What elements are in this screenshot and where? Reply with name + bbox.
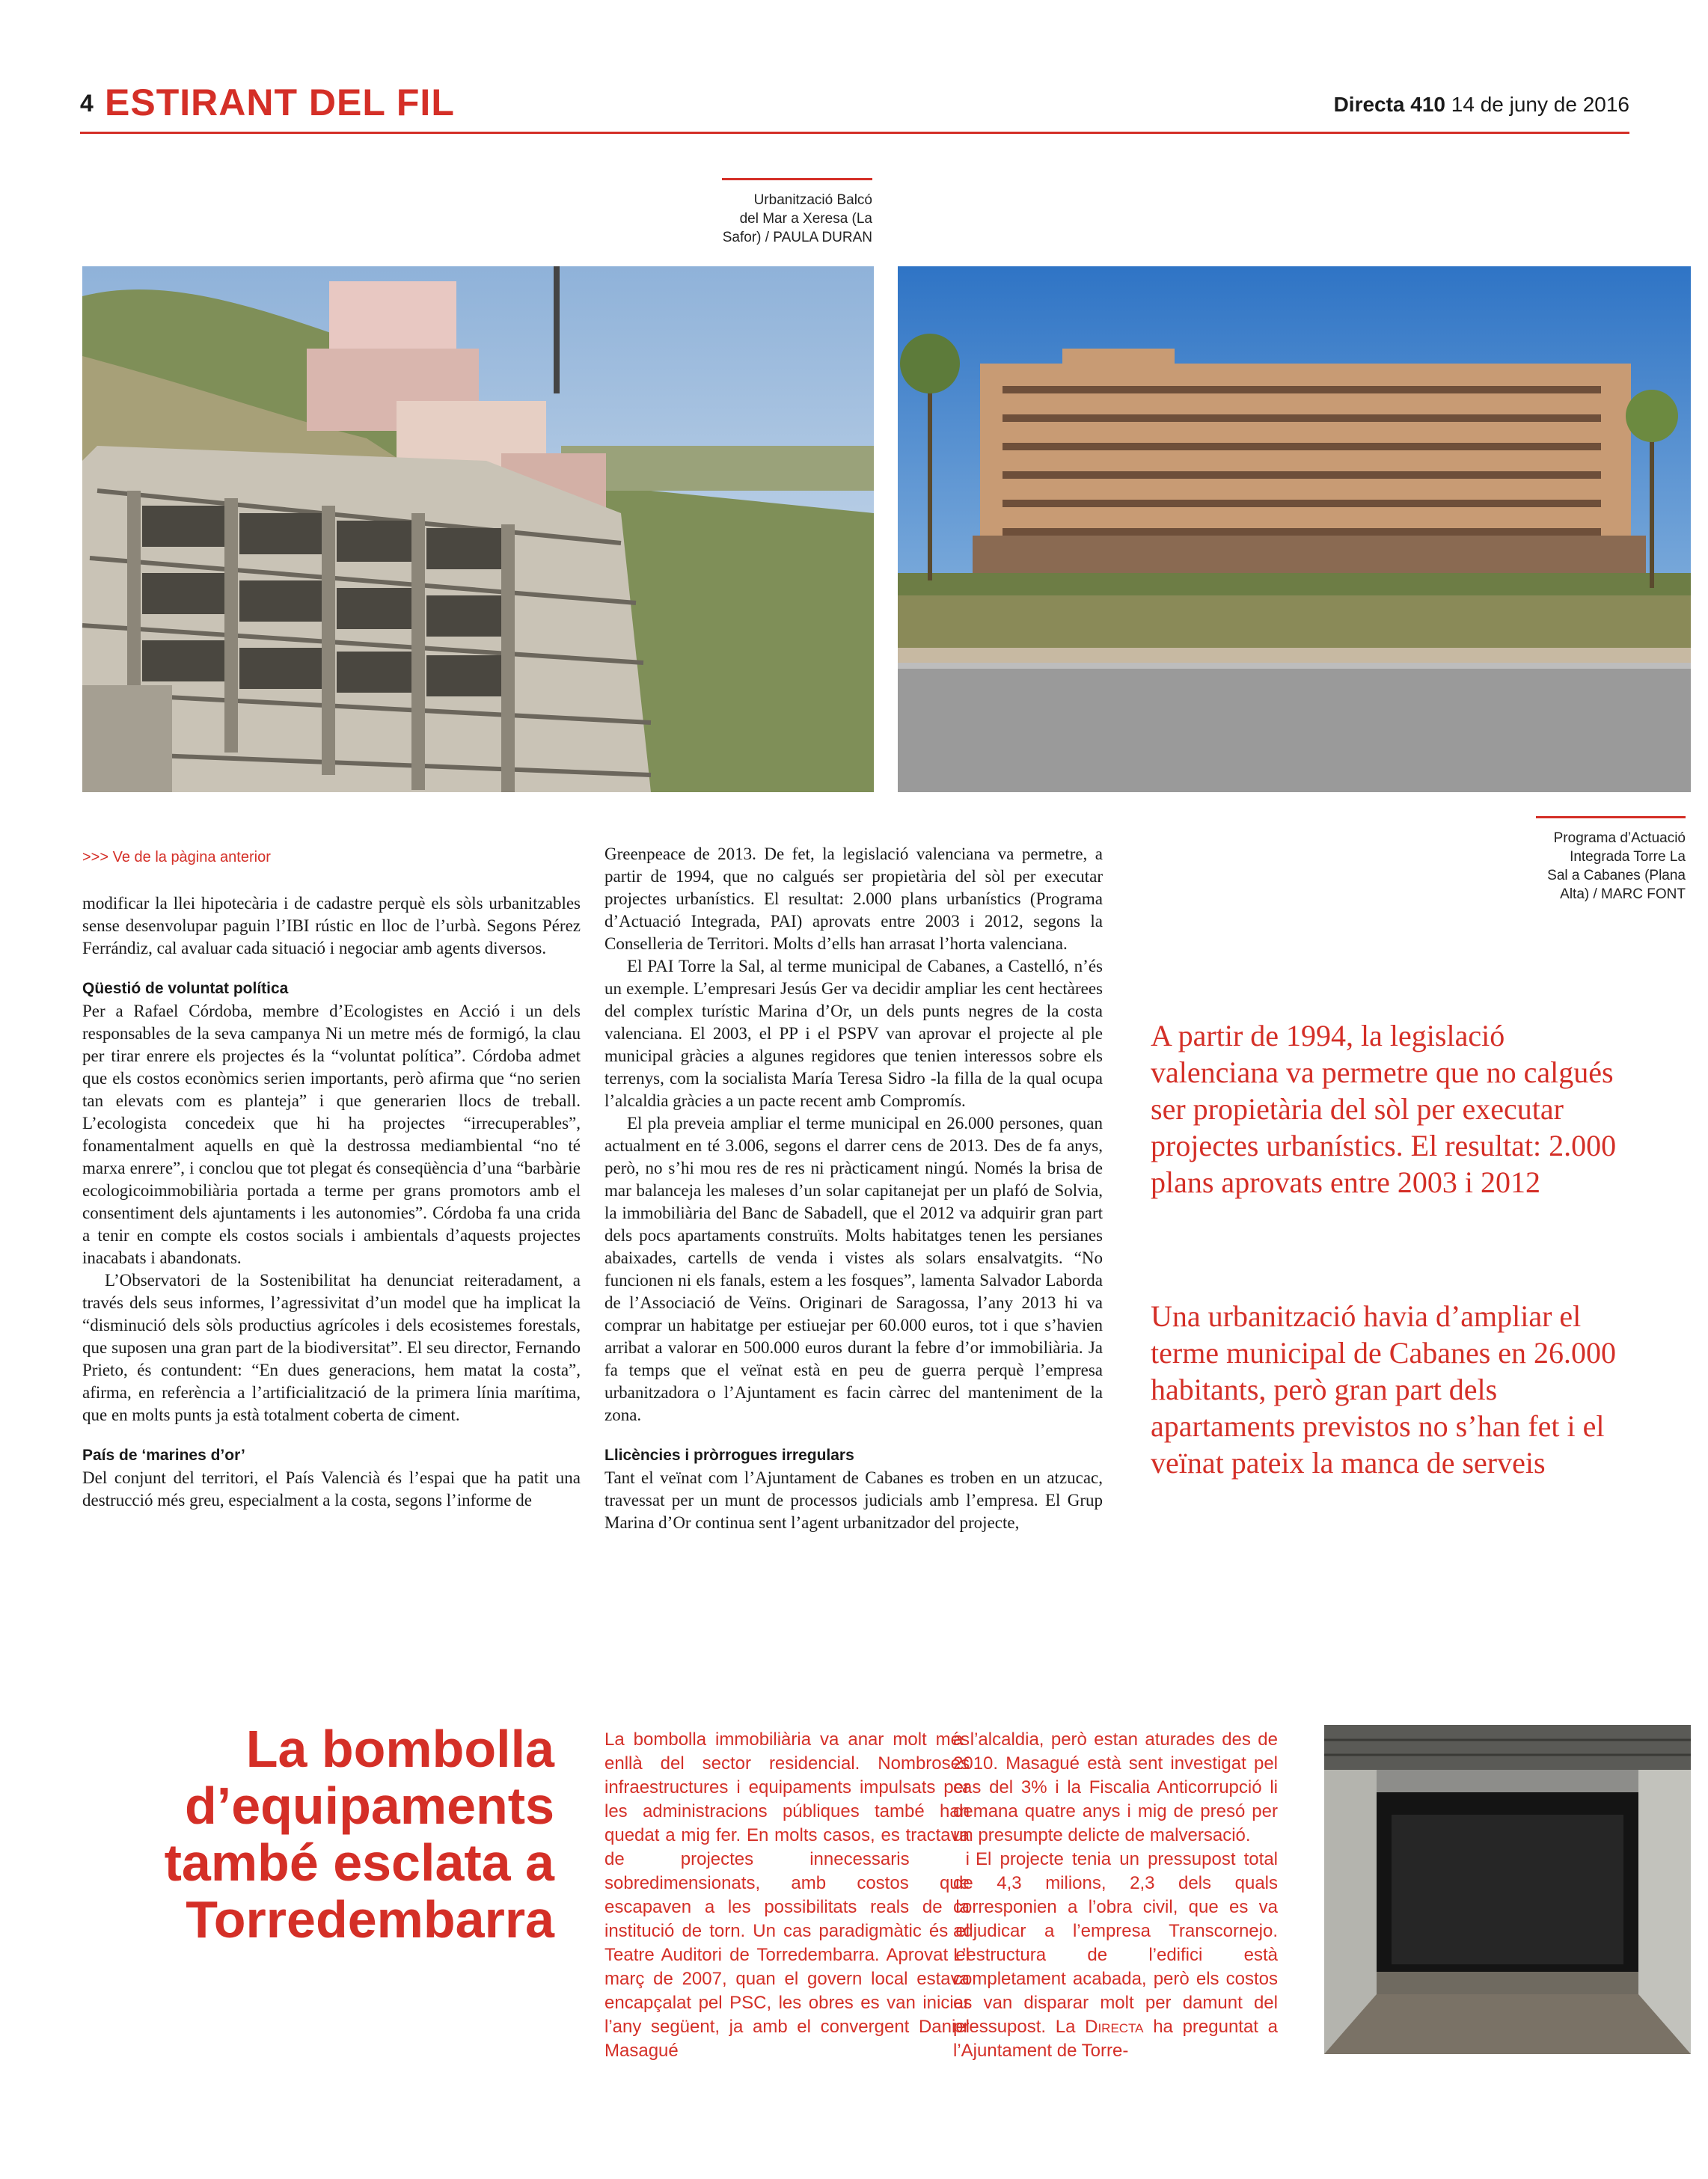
photo-caption-cabanes <box>1446 829 1686 904</box>
caption-line: Sal a Cabanes (Plana <box>1547 868 1686 883</box>
article-column-2 <box>604 843 1103 1534</box>
publication-name: Directa 410 <box>1333 93 1445 116</box>
paragraph: Greenpeace de 2013. De fet, la legislació valenciana va permetre, a partir de 1994, que no calgués ser propietària del sòl per executar projectes urbanístics. El resultat: 2.000 plans urbanístics (Programa d’Actuació Integrada, PAI) aprovats entre 2003 i 2012, segons la Conselleria de Territori. Molts d’ells han arrasat l’horta valenciana. <box>604 845 1103 953</box>
section-title: ESTIRANT DEL FIL <box>105 82 455 123</box>
caption-line: Safor) / PAULA DURAN <box>722 230 872 245</box>
paragraph: L’Observatori de la Sostenibilitat ha denunciat reiteradament, a través dels seus informes, l’agressivitat d’un model que ha implicat la “disminució dels sòls productius agrícoles i dels ecosistemes forestals, que suposen una gran part de la biodiversitat”. El seu director, Fernando Prieto, és contundent: “En dues generacions, hem matat la costa”, afirma, en referència a l’artificialització de la primera línia marítima, que en molts punts ja està totalment coberta de ciment. <box>82 1271 581 1424</box>
photo-cabanes <box>898 266 1691 792</box>
text-run: El projecte tenia un pressupost total de 4,3 milions, 2,3 dels quals corresponien a l’obra civil, que es va adjudicar a l’empresa Transcornejo. L’estructura de l’edifici està completament acabada, però els costos es van disparar molt per damunt del pressupost. La <box>953 1849 1278 2037</box>
photo-xeresa-illustration <box>82 266 874 792</box>
caption-line: Integrada Torre La <box>1570 849 1686 865</box>
text-run: ha preguntat a l’Ajuntament de Torre- <box>953 2017 1278 2061</box>
paragraph: a l’alcaldia, però estan aturades des de 2010. Masagué està sent investigat pel cas del 3% i la Fiscalia Anticorrupció li demana quatre anys i mig de presó per un presumpte delicte de malversació. <box>953 1729 1278 1845</box>
paragraph <box>953 1848 1278 2063</box>
caption-rule <box>722 178 872 180</box>
article-column-1 <box>82 892 581 1512</box>
publication-brand: Directa <box>1085 2017 1144 2037</box>
caption-line: Programa d’Actuació <box>1553 830 1686 846</box>
photo-cabanes-illustration <box>898 266 1691 792</box>
box-column-1 <box>604 1728 970 2063</box>
paragraph: La bombolla immobiliària va anar molt més enllà del sector residencial. Nombroses infraestructures i equipaments impulsats per les administracions públiques també han quedat a mig fer. En molts casos, es tractava de projectes innecessaris i sobredimensionats, amb costos que escapaven a les possibilitats reals de la institució de torn. Un cas paradigmàtic és el Teatre Auditori de Torredembarra. Aprovat el març de 2007, quan el govern local estava encapçalat pel PSC, les obres es van iniciar l’any següent, ja amb el convergent Daniel Masagué <box>604 1729 970 2061</box>
caption-line: Urbanització Balcó <box>753 192 872 208</box>
pull-quote-2: Una urbanització havia d’ampliar el terme municipal de Cabanes en 26.000 habitants, però gran part dels apartaments previstos no s’han fet i el veïnat pateix la manca de serveis <box>1151 1299 1617 1480</box>
photo-caption-xeresa <box>633 191 872 247</box>
subheading: Llicències i pròrrogues irregulars <box>604 1447 854 1464</box>
caption-line: del Mar a Xeresa (La <box>739 211 872 227</box>
continued-from: >>> Ve de la pàgina anterior <box>82 849 271 865</box>
photo-xeresa <box>82 266 874 792</box>
paragraph: Tant el veïnat com l’Ajuntament de Cabanes es troben en un atzucac, travessat per un munt de processos judicials amb l’empresa. El Grup Marina d’Or continua sent l’agent urbanitzador del projecte, <box>604 1468 1103 1532</box>
paragraph: Per a Rafael Córdoba, membre d’Ecologistes en Acció i un dels responsables de la seva campanya Ni un metre més de formigó, la clau per tirar enrere els projectes és la “voluntat política”. Córdoba admet que els costos econòmics serien importants, però afirma que “no serien tan elevats com es planteja” i que generarien llocs de treball. L’ecologista concedeix que hi ha projectes “irrecuperables”, fonamentalment aquells en què la destrossa mediambiental “no té marxa enrere”, i conclou que tot plegat és conseqüència d’una “barbàrie ecologicoimmobiliària portada a terme per grans promotors amb el consentiment dels ajuntaments i les autonomies”. Córdoba fa una crida a tenir en compte els costos socials i ambientals d’aquests projectes inacabats i abandonats. <box>82 1002 581 1267</box>
box-title: La bombolla d’equipaments també esclata a Torredembarra <box>164 1720 554 1949</box>
caption-rule <box>1536 816 1686 818</box>
pull-quote-1: A partir de 1994, la legislació valenciana va permetre que no calgués ser propietària del sòl per executar projectes urbanístics. El resultat: 2.000 plans aprovats entre 2003 i 2012 <box>1151 1019 1617 1199</box>
caption-line: Alta) / MARC FONT <box>1560 886 1686 902</box>
paragraph: El pla preveia ampliar el terme municipal en 26.000 persones, quan actualment en té 3.006, segons el darrer cens de 2013. Des de fa anys, però, no s’hi mou res de res ni pràcticament ningú. Només la brisa de mar balanceja les maleses d’un solar capitanejat per un plafó de Solvia, la immobiliària del Banc de Sabadell, que el 2012 va adquirir gran part dels pocs apartaments construïts. Molts habitatges tenen les persianes abaixades, cartells de venda i vistes als solars ensalvatgits. “No funcionen ni els fanals, estem a les fosques”, lamenta Salvador Laborda de l’Associació de Veïns. Originari de Saragossa, l’any 2013 hi va comprar un habitatge per estiuejar per 60.000 euros, tot i que s’havien arribat a valorar en 500.000 euros durant la febre d’or immobiliària. Ja fa temps que el veïnat està en peu de guerra perquè l’empresa urbanitzadora o l’Ajuntament es facin càrrec del manteniment de la zona. <box>604 1114 1103 1424</box>
paragraph: modificar la llei hipotecària i de cadastre perquè els sòls urbanitzables sense desenvolupar paguin l’IBI rústic en lloc de l’urbà. Segons Pérez Ferrándiz, cal avaluar cada situació i negociar amb agents diversos. <box>82 894 581 957</box>
paragraph: El PAI Torre la Sal, al terme municipal de Cabanes, a Castelló, n’és un exemple. L’empresari Jesús Ger va decidir ampliar les cent hectàrees del complex turístic Marina d’Or, un dels punts negres de la costa valenciana. El 2003, el PP i el PSPV van aprovar el projecte al ple municipal gràcies a algunes regidores que tenien interessos sobre els terrenys, com la socialista María Teresa Sidro -la filla de la qual ocupa l’alcaldia gràcies a un pacte recent amb Compromís. <box>604 957 1103 1110</box>
photo-theatre <box>1324 1725 1691 2054</box>
subheading: Qüestió de voluntat política <box>82 980 289 997</box>
box-column-2 <box>953 1728 1278 2063</box>
issue-date: 14 de juny de 2016 <box>1451 93 1629 116</box>
header-rule <box>80 132 1629 134</box>
issue-info <box>1334 93 1629 117</box>
subheading: País de ‘marines d’or’ <box>82 1447 245 1464</box>
paragraph: Del conjunt del territori, el País Valencià és l’espai que ha patit una destrucció més greu, especialment a la costa, segons l’informe de <box>82 1468 581 1510</box>
photo-theatre-illustration <box>1324 1725 1691 2054</box>
page-number: 4 <box>80 90 94 117</box>
